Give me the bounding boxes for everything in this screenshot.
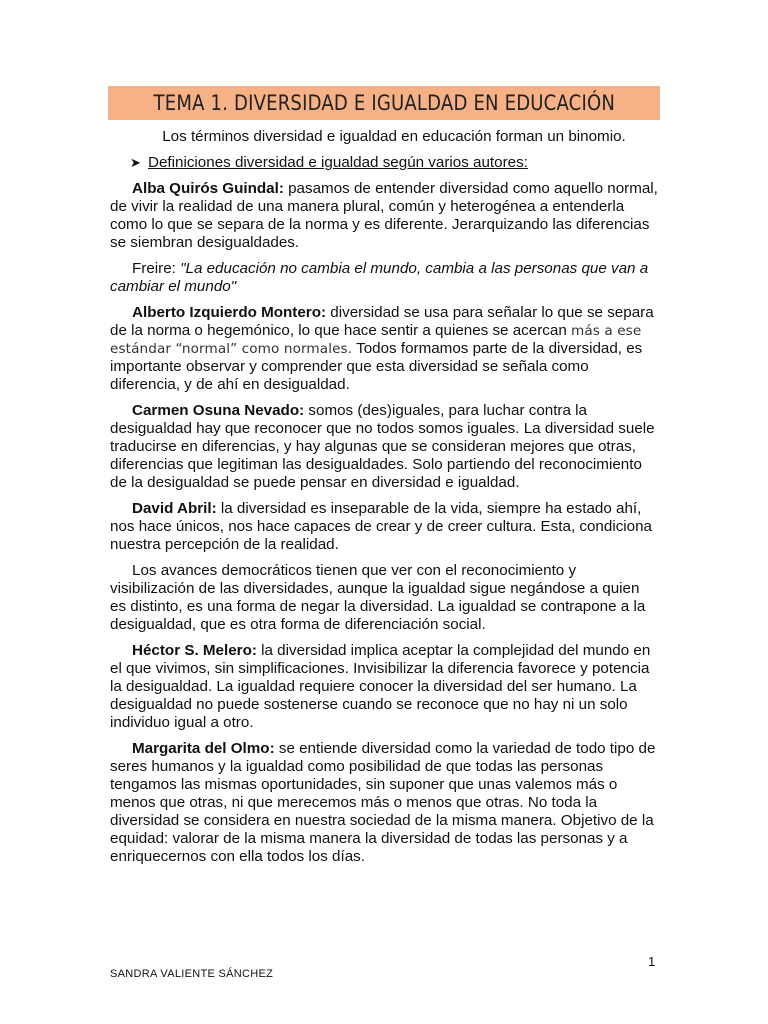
freire-quote: "La educación no cambia el mundo, cambia a las personas que van a cambiar el mundo" <box>110 260 649 295</box>
author-name: David Abril: <box>132 500 217 517</box>
author-name: Alba Quirós Guindal: <box>132 180 284 197</box>
paragraph-alberto-izquierdo <box>110 304 658 394</box>
paragraph-text-light: más a ese estándar “normal” como normales. <box>110 323 642 357</box>
quote-prefix: Freire: <box>132 260 181 277</box>
author-name: Héctor S. Melero: <box>132 642 257 659</box>
document-body <box>110 128 658 874</box>
paragraph-text: somos (des)iguales, para luchar contra la desigualdad hay que reconocer que no todos somos iguales. La diversidad suele traducirse en diferencias, y hay algunas que se consideran mejores que otras, diferencias que legitiman las desigualdades. Solo partiendo del reconocimiento de la desigualdad se puede pensar en diversidad e igualdad. <box>110 402 655 491</box>
paragraph-text: se entiende diversidad como la variedad de todo tipo de seres humanos y la igualdad como posibilidad de que todas las personas tengamos las mismas oportunidades, sin suponer que unas valemos más o menos que otras, ni que merecemos más o menos que otras. No toda la diversidad se considera en nuestra sociedad de la misma manera. Objetivo de la equidad: valorar de la misma manera la diversidad de todas las personas y a enriquecernos con ella todos los días. <box>110 740 656 865</box>
paragraph-text: la diversidad es inseparable de la vida, siempre ha estado ahí, nos hace únicos, nos hace capaces de crear y de creer cultura. Esta, condiciona nuestra percepción de la realidad. <box>110 500 652 553</box>
paragraph-text: diversidad se usa para señalar lo que se separa de la norma o hegemónico, lo que hace sentir a quienes se acercan <box>110 304 654 339</box>
paragraph-text: la diversidad implica aceptar la complejidad del mundo en el que vivimos, sin simplificaciones. Invisibilizar la diferencia favorece y potencia la desigualdad. La igualdad requiere conocer la diversidad del ser humano. La desigualdad no puede sostenerse cuando se reconoce que no hay ni un solo individuo igual a otro. <box>110 642 651 731</box>
paragraph-text-continued: Todos formamos parte de la diversidad, es importante observar y comprender que esta diversidad se señala como diferencia, y de ahí en desigualdad. <box>110 340 643 393</box>
arrowhead-bullet-icon: ➤ <box>130 155 141 170</box>
intro-paragraph: Los términos diversidad e igualdad en educación forman un binomio. <box>162 128 626 145</box>
author-name: Margarita del Olmo: <box>132 740 275 757</box>
footer-author: SANDRA VALIENTE SÁNCHEZ <box>110 968 274 980</box>
page-title: TEMA 1. DIVERSIDAD E IGUALDAD EN EDUCACIÓN <box>153 91 615 115</box>
paragraph-text: Los avances democráticos tienen que ver con el reconocimiento y visibilización de las diversidades, aunque la igualdad sigue negándose a quien es distinto, es una forma de negar la diversidad. La igualdad se contrapone a la desigualdad, que es otra forma de diferenciación social. <box>110 562 646 633</box>
paragraph-avances-democraticos <box>110 562 658 634</box>
definitions-bullet <box>130 154 658 172</box>
title-banner <box>108 86 660 120</box>
paragraph-freire <box>110 260 658 296</box>
author-name: Carmen Osuna Nevado: <box>132 402 305 419</box>
paragraph-text: pasamos de entender diversidad como aquello normal, de vivir la realidad de una manera plural, común y heterogénea a entenderla como lo que se separa de la norma y es diferente. Jerarquizando las diferencias se siembran desigualdades. <box>110 180 658 251</box>
definitions-heading: Definiciones diversidad e igualdad según varios autores: <box>148 154 528 171</box>
page-number: 1 <box>648 954 656 969</box>
paragraph-hector-melero <box>110 642 658 732</box>
paragraph-carmen-osuna <box>110 402 658 492</box>
paragraph-david-abril <box>110 500 658 554</box>
paragraph-margarita-olmo <box>110 740 658 866</box>
paragraph-alba-quiros <box>110 180 658 252</box>
author-name: Alberto Izquierdo Montero: <box>132 304 327 321</box>
